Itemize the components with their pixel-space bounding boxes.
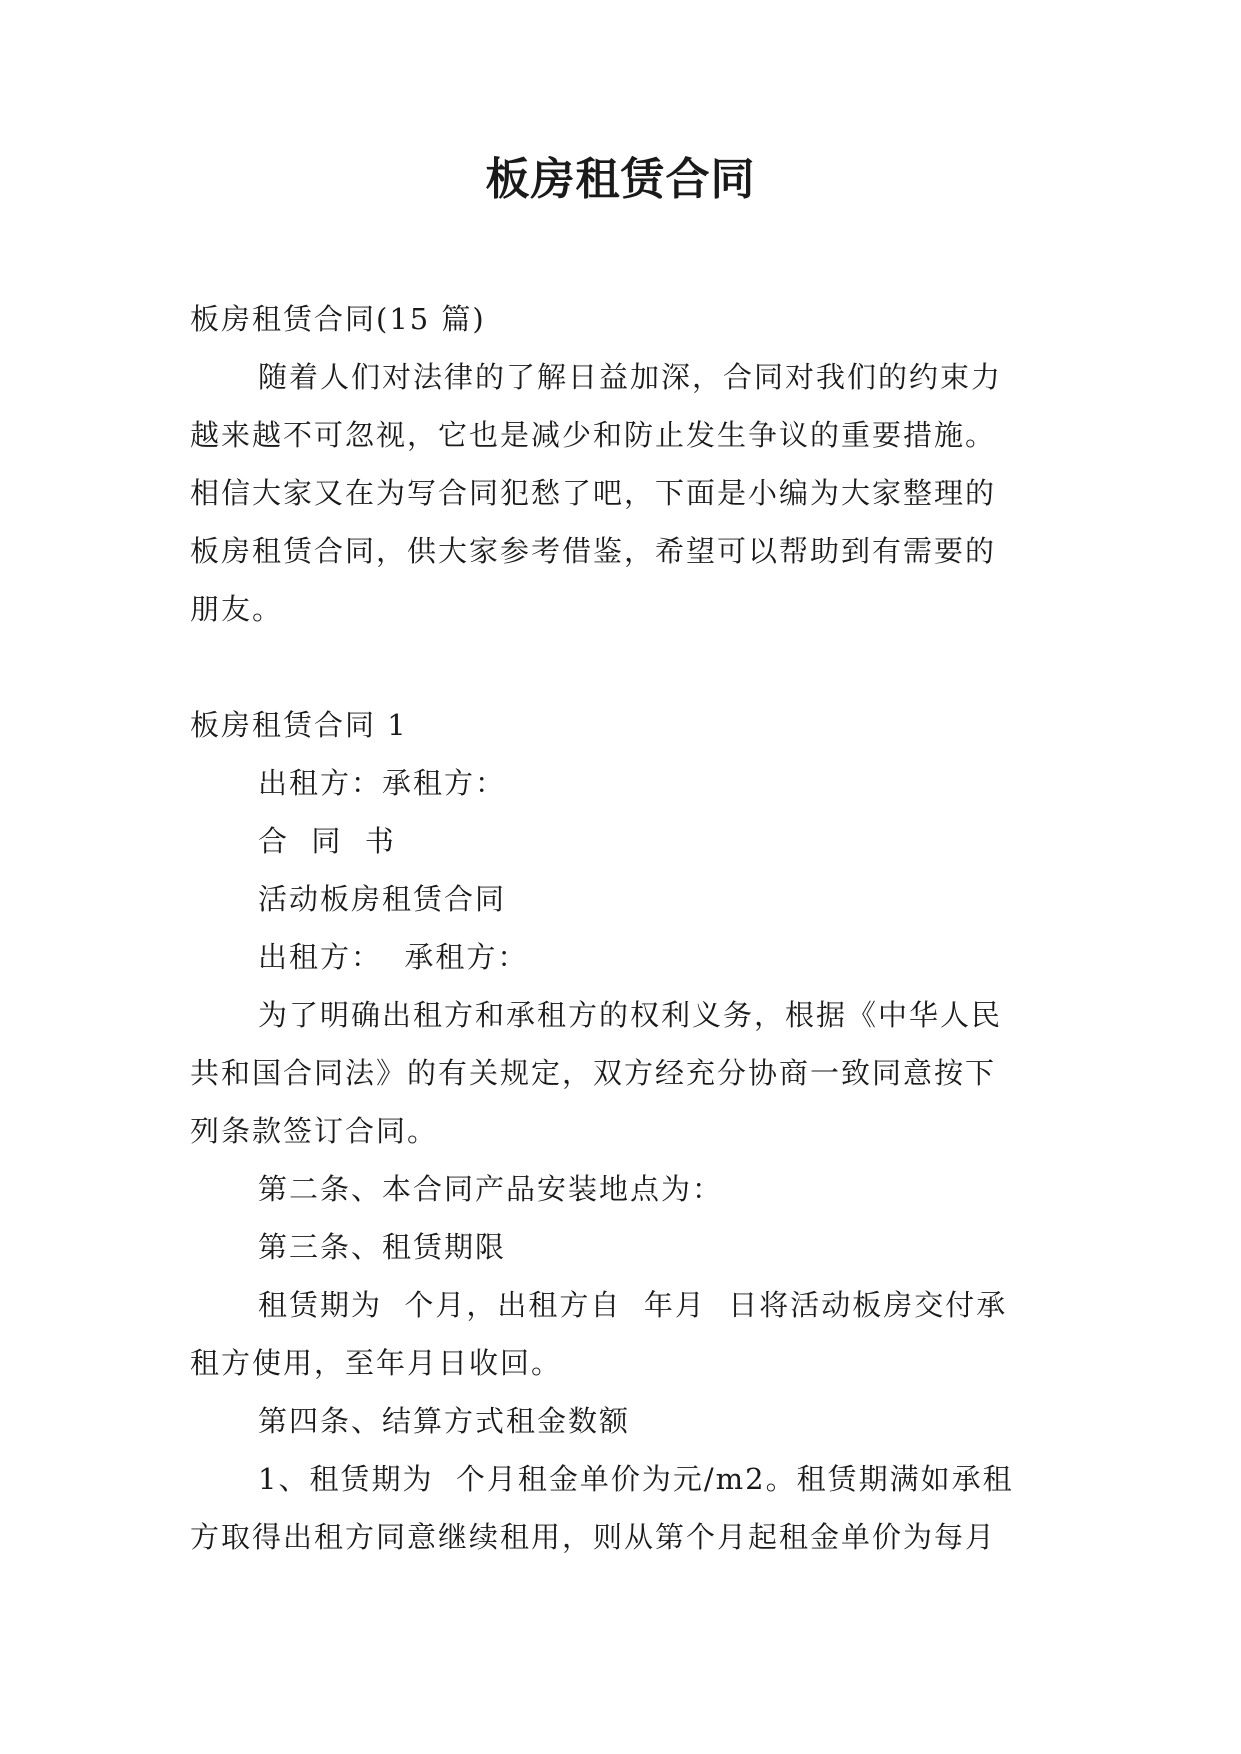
term-line-1: 租赁期为 个月，出租方自 年月 日将活动板房交付承 [258,1288,1008,1322]
section-heading: 板房租赁合同 1 [190,708,408,742]
intro-line-4: 板房租赁合同，供大家参考借鉴，希望可以帮助到有需要的 [190,534,997,568]
purpose-line-3: 列条款签订合同。 [190,1114,439,1148]
activity-line: 活动板房租赁合同 [258,882,507,916]
term-line-2: 租方使用，至年月日收回。 [190,1346,563,1380]
document-subtitle: 板房租赁合同(15 篇) [190,302,486,336]
paragraph-gap [190,638,1070,696]
rent-line-1: 1、租赁期为 个月租金单价为元/m2。租赁期满如承租 [258,1462,1014,1496]
document-title: 板房租赁合同 [485,154,756,205]
intro-line-2: 越来越不可忽视，它也是减少和防止发生争议的重要措施。 [190,418,997,452]
purpose-line-2: 共和国合同法》的有关规定，双方经充分协商一致同意按下 [190,1056,997,1090]
article-4: 第四条、结算方式租金数额 [258,1404,631,1438]
purpose-line-1: 为了明确出租方和承租方的权利义务，根据《中华人民 [258,998,1003,1032]
intro-line-5: 朋友。 [190,592,284,626]
article-3: 第三条、租赁期限 [258,1230,507,1264]
parties-line-1: 出租方：承租方： [258,766,507,800]
rent-line-2: 方取得出租方同意继续租用，则从第个月起租金单价为每月 [190,1520,997,1554]
intro-line-3: 相信大家又在为写合同犯愁了吧，下面是小编为大家整理的 [190,476,997,510]
article-2: 第二条、本合同产品安装地点为： [258,1172,724,1206]
parties-line-2: 出租方： 承租方： [258,940,529,974]
intro-line-1: 随着人们对法律的了解日益加深，合同对我们的约束力 [258,360,1003,394]
document-body [190,290,1070,1566]
contract-book-line: 合 同 书 [258,824,396,858]
